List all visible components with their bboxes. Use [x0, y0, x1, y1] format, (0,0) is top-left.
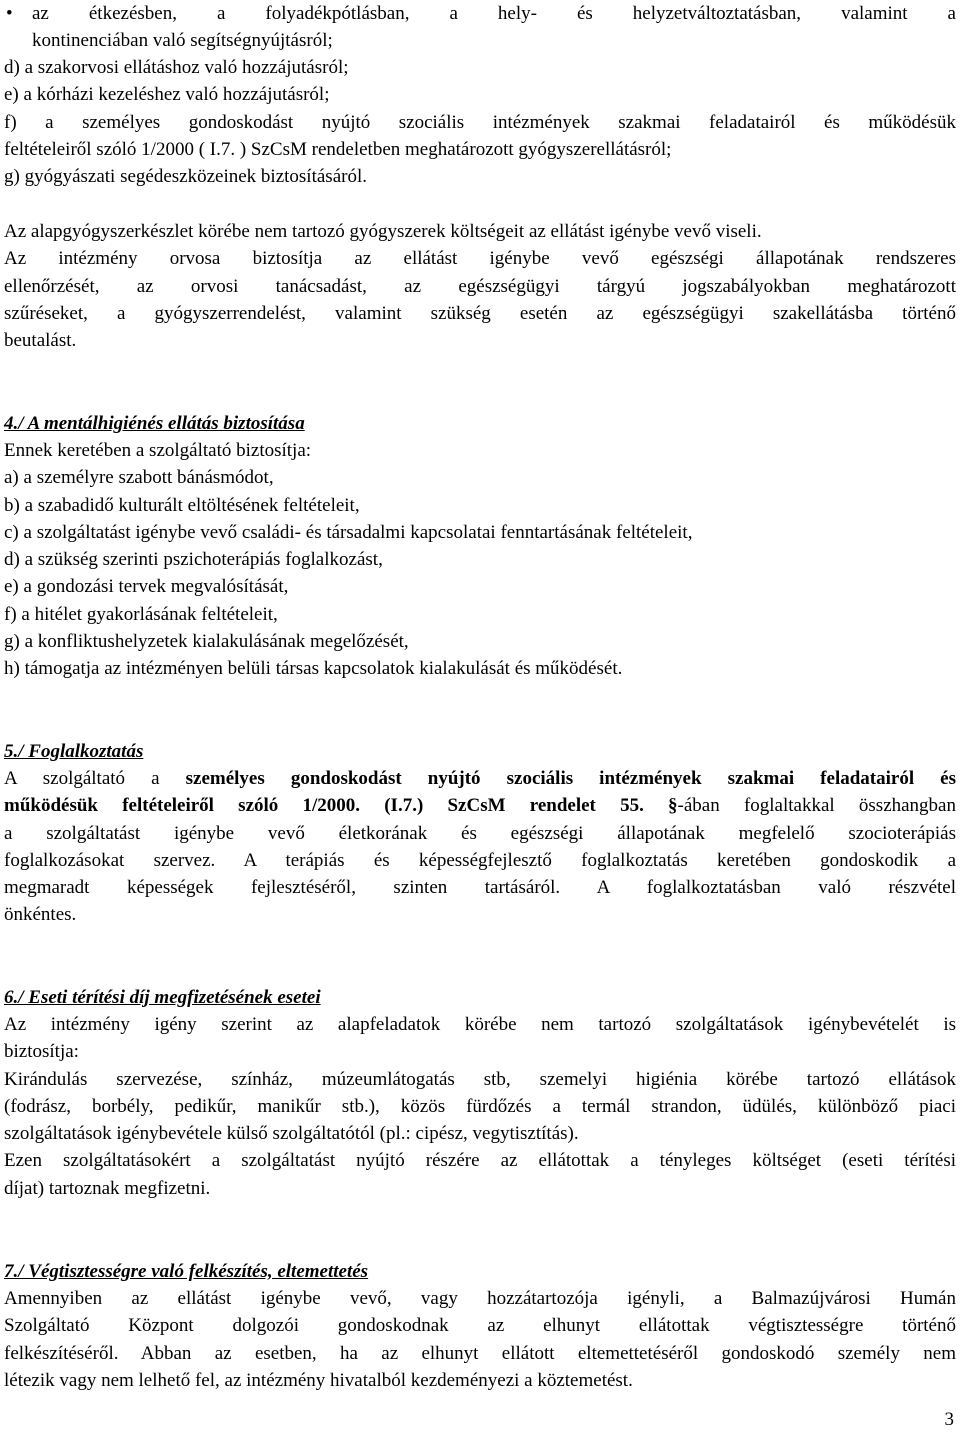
page-number: 3 [944, 1409, 954, 1430]
section-heading-4 [4, 410, 956, 437]
paragraph-line: önkéntes. [4, 904, 77, 925]
list-item-d: d) a szakorvosi ellátáshoz való hozzájutásról; [4, 57, 349, 78]
heading-text: 7./ Végtisztességre való felkészítés, eltemettetés [4, 1261, 369, 1282]
paragraph-line: szolgáltatások igénybevétele külső szolgáltatótól (pl.: cipész, vegytisztítás). [4, 1123, 579, 1144]
text: A szolgáltató a [4, 768, 186, 789]
list-item: e) a gondozási tervek megvalósítását, [4, 576, 289, 597]
text: az étkezésben, a folyadékpótlásban, a hely- és helyzetváltoztatásban, valamint a [32, 3, 956, 24]
paragraph-line: díjat) tartoznak megfizetni. [4, 1178, 211, 1199]
paragraph-line: szűréseket, a gyógyszerrendelést, valamint szükség esetén az egészségügyi szakellátásba történő [4, 303, 956, 324]
heading-text: 4./ A mentálhigiénés ellátás biztosítása [4, 413, 305, 434]
list-item-f-line-1: f) a személyes gondoskodást nyújtó szociális intézmények szakmai feladatairól és működésük [4, 112, 956, 133]
list-item-e: e) a kórházi kezeléshez való hozzájutásról; [4, 84, 330, 105]
list-item-g: g) gyógyászati segédeszközeinek biztosításáról. [4, 166, 367, 187]
paragraph-line: Az intézmény igény szerint az alapfeladatok körébe nem tartozó szolgáltatások igénybevételét is [4, 1014, 956, 1035]
list-item: g) a konfliktushelyzetek kialakulásának megelőzését, [4, 631, 409, 652]
text: -ában foglaltakkal összhangban [677, 795, 956, 816]
paragraph-line: a szolgáltatást igénybe vevő életkorának és egészségi állapotának megfelelő szocioterápiás [4, 823, 956, 844]
bold-text: személyes gondoskodást nyújtó szociális intézmények szakmai feladatairól és [185, 768, 957, 789]
bold-text: működésük feltételeiről szóló 1/2000. (I.7.) SzCsM rendelet 55. § [4, 795, 678, 816]
list-item: a) a személyre szabott bánásmódot, [4, 467, 274, 488]
paragraph-line: Az alapgyógyszerkészlet körébe nem tartozó gyógyszerek költségeit az ellátást igénybe vevő viseli. [4, 221, 762, 242]
paragraph-line: Ezen szolgáltatásokért a szolgáltatást nyújtó részére az ellátottak a tényleges költséget (eseti térítési [4, 1150, 956, 1171]
paragraph-line [4, 792, 956, 819]
section-heading-7 [4, 1258, 956, 1285]
list-item: f) a hitélet gyakorlásának feltételeit, [4, 604, 278, 625]
paragraph-line: Az intézmény orvosa biztosítja az ellátást igénybe vevő egészségi állapotának rendszeres [4, 248, 956, 269]
heading-text: 6./ Eseti térítési díj megfizetésének esetei [4, 987, 321, 1008]
section-heading-5 [4, 738, 956, 765]
bullet-item-line-1 [6, 0, 956, 27]
list-item: b) a szabadidő kulturált eltöltésének feltételeit, [4, 495, 360, 516]
list-item: h) támogatja az intézményen belüli társas kapcsolatok kialakulását és működését. [4, 658, 623, 679]
paragraph-line: Szolgáltató Központ dolgozói gondoskodnak az elhunyt ellátottak végtisztességre történő [4, 1315, 956, 1336]
paragraph-line: Kirándulás szervezése, színház, múzeumlátogatás stb, szemelyi higiénia körébe tartozó ellátások [4, 1069, 956, 1090]
list-item: c) a szolgáltatást igénybe vevő családi- és társadalmi kapcsolatai fenntartásának feltételeit, [4, 522, 693, 543]
section-heading-6 [4, 984, 956, 1011]
paragraph-line: megmaradt képességek fejlesztéséről, szinten tartásáról. A foglalkoztatásban való részvétel [4, 877, 956, 898]
paragraph-line: ellenőrzését, az orvosi tanácsadást, az egészségügyi tárgyú jogszabályokban meghatározott [4, 276, 956, 297]
paragraph-line: biztosítja: [4, 1041, 79, 1062]
paragraph-line [4, 765, 956, 792]
heading-text: 5./ Foglalkoztatás [4, 741, 144, 762]
list-item-f-line-2: feltételeiről szóló 1/2000 ( I.7. ) SzCsM rendeletben meghatározott gyógyszerellátásról; [4, 139, 672, 160]
paragraph-line: felkészítéséről. Abban az esetben, ha az elhunyt ellátott eltemettetéséről gondoskodó személy nem [4, 1343, 956, 1364]
bullet-icon: • [6, 3, 13, 24]
list-item: d) a szükség szerinti pszichoterápiás foglalkozást, [4, 549, 383, 570]
bullet-item-line-2: kontinenciában való segítségnyújtásról; [32, 30, 333, 51]
section-intro: Ennek keretében a szolgáltató biztosítja: [4, 440, 312, 461]
paragraph-line: foglalkozásokat szervez. A terápiás és képességfejlesztő foglalkoztatás keretében gondoskodik a [4, 850, 956, 871]
paragraph-line: Amennyiben az ellátást igénybe vevő, vagy hozzátartozója igényli, a Balmazújvárosi Humán [4, 1288, 956, 1309]
paragraph-line: létezik vagy nem lelhető fel, az intézmény hivatalból kezdeményezi a köztemetést. [4, 1370, 633, 1391]
paragraph-line: (fodrász, borbély, pedikűr, manikűr stb.), közös fürdőzés a termál strandon, üdülés, különböző piaci [4, 1096, 956, 1117]
paragraph-line: beutalást. [4, 330, 77, 351]
